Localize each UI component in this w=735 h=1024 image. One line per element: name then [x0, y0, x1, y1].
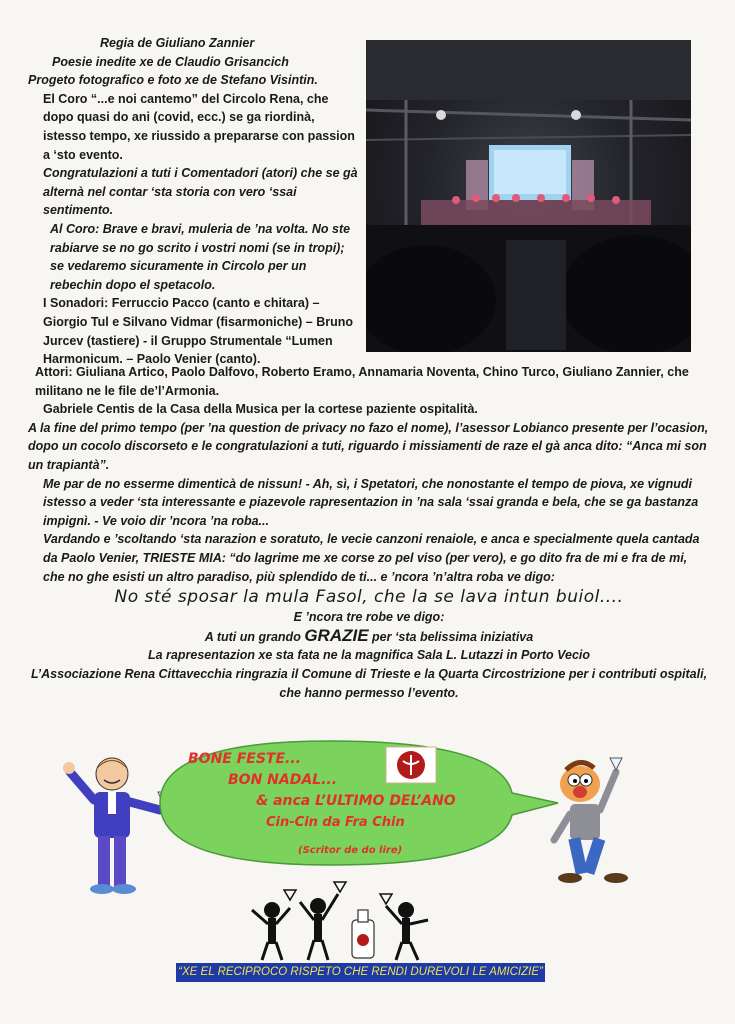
credit-progeto: Progeto fotografico e foto xe de Stefano Visintin.: [28, 73, 318, 88]
paragraph-vardando: Vardando e ’scoltando ‘sta narazion e soratuto, le vecie canzoni renaiole, e anca e specialmente quela cantada da Paolo Venier, TRIESTE MIA: “do lagrime me xe corse zo pel viso (per vero), e go dito fra de mi e fra de mi, che no ghe esisti un altro paradiso, più splendido de ti... e ’ncora ’n’altra roba ve digo:: [43, 532, 700, 584]
toasting-silhouettes: [238, 880, 453, 962]
concert-hall-image: [366, 40, 691, 352]
bubble-line-2: BON NADAL...: [228, 772, 338, 788]
full-width-text: [28, 363, 710, 702]
grazie-post: per ‘sta belissima iniziativa: [368, 629, 534, 644]
paragraph-coro: El Coro “...e noi cantemo” del Circolo Rena, che dopo quasi do ani (covid, ecc.) se ga riordinà, istesso tempo, xe riussido a prepararse con passion a ‘sto evento.: [43, 91, 355, 162]
credit-regia: Regia de Giuliano Zannier: [100, 36, 255, 50]
grazie-word: GRAZIE: [304, 625, 369, 645]
bubble-line-4: Cin-Cin da Fra Chin: [266, 815, 405, 830]
paragraph-sonadori: I Sonadori: Ferruccio Pacco (canto e chitara) – Giorgio Tul e Silvano Vidmar (fisarmoniche) – Bruno Jurcev (tastiere) - il Gruppo Strumentale “Lumen Harmonicum. – Paolo Venier (canto).: [43, 296, 354, 367]
fasol-quote: No sté sposar la mula Fasol, che la se lava intun buiol....: [114, 587, 624, 608]
paragraph-fine: A la fine del primo tempo (per ’na question de privacy no fazo el nome), l’asessor Lobianco presente per l’ocasion, dopo un cocolo discorseto e le congratulazioni a tuti, riguardo i missiamenti de raze el gà anca dito: “Anca mi son un trapiantà”.: [28, 420, 709, 472]
paragraph-attori: [28, 363, 710, 400]
bubble-line-5: (Scritor de do lire): [298, 845, 403, 856]
paragraph-dimentica: Me par de no esserme dimenticà de nissun! - Ah, sì, i Spetatori, che nonostante el tempo de piova, xe vignudi istesso a veder ‘sta interessante e piazevole rapresentazion in ’na sala ‘ssai granda e bela, che se ga bastanza impignì. - Ve voio dir ’ncora ’na roba...: [43, 476, 699, 528]
grazie-pre: A tuti un grando: [204, 629, 305, 644]
attori-text: Attori: Giuliana Artico, Paolo Dalfovo, Roberto Eramo, Annamaria Noventa, Chino Turco, Giuliano Zannier, che militano ne le file de’l’Armonia.: [35, 365, 689, 398]
event-photo: [366, 40, 691, 352]
cartoon-man-right: [546, 752, 646, 892]
grazie-line: [28, 627, 710, 647]
associazione-line: L’Associazione Rena Cittavecchia ringrazia il Comune di Trieste e la Quarta Circostrizione per i contributi ospitali, che hanno permesso l’evento.: [30, 666, 708, 700]
paragraph-centis: Gabriele Centis de la Casa della Musica per la cortese paziente ospitalità.: [43, 402, 478, 417]
paragraph-congratulazioni: Congratulazioni a tuti i Comentadori (atori) che se gà alternà nel contar ‘sta storia con vero ‘ssai sentimento.: [43, 166, 358, 218]
friendship-banner: “XE EL RECIPROCO RISPETO CHE RENDI DUREVOLI LE AMICIZIE”: [176, 963, 545, 982]
left-column: [28, 34, 360, 369]
paragraph-al-coro: Al Coro: Brave e bravi, muleria de ’na volta. No ste rabiarve se no go scrito i vostri nomi (se in tropi); se vedaremo sicuramente in Circolo per un rebechin dopo el spetacolo.: [50, 221, 351, 292]
sala-line: La rapresentazion xe sta fata ne la magnifica Sala L. Lutazzi in Porto Vecio: [147, 648, 591, 663]
credit-poesie: Poesie inedite xe de Claudio Grisancich: [52, 54, 289, 69]
tre-robe: E ’ncora tre robe ve digo:: [293, 610, 445, 625]
bubble-line-1: BONE FESTE...: [188, 751, 302, 767]
bubble-line-3: & anca L’ULTIMO DEL’ANO: [256, 793, 456, 809]
